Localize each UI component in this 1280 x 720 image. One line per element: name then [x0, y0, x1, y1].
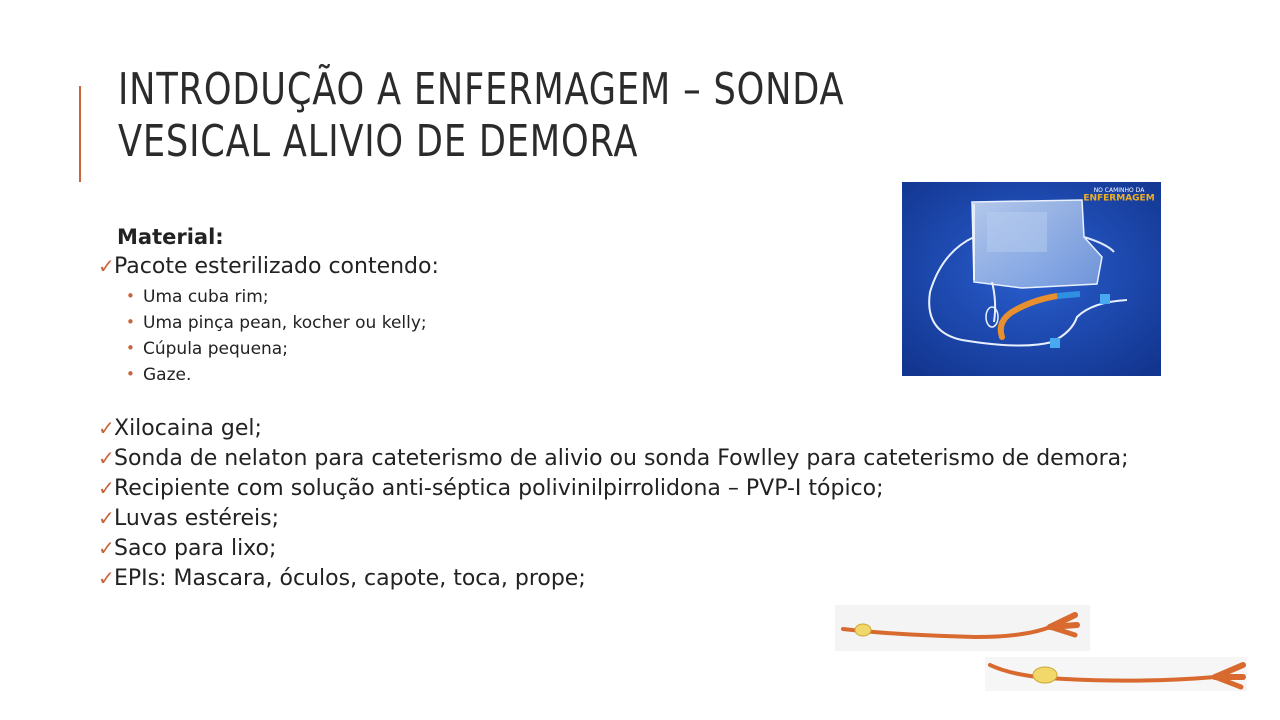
sub-list-item: • Cúpula pequena; — [114, 336, 1175, 362]
watermark-line1: NO CAMINHO DA — [1093, 187, 1145, 194]
foley-catheter-image — [835, 605, 1090, 651]
checklist-item — [95, 444, 1175, 474]
foley-catheter-image — [985, 657, 1247, 691]
checklist-item-label: ✓ Sonda de nelaton para cateterismo de alivio ou sonda Fowlley para cateterismo de demora; — [114, 446, 1129, 471]
checklist-item-label: ✓ Pacote esterilizado contendo: — [114, 254, 439, 279]
checklist-item-label: ✓ Saco para lixo; — [114, 536, 277, 561]
title-accent-bar — [79, 86, 81, 182]
sub-list-item: • Uma cuba rim; — [114, 284, 1175, 310]
checklist-item — [95, 564, 1175, 594]
checklist-item — [95, 474, 1175, 504]
checklist-item — [95, 534, 1175, 564]
drainage-bag-image — [902, 182, 1161, 376]
watermark-line2: ENFERMAGEM — [1083, 193, 1155, 204]
checklist-item — [95, 414, 1175, 444]
slide-title: INTRODUÇÃO A ENFERMAGEM – SONDA VESICAL ALIVIO DE DEMORA — [118, 64, 845, 167]
sub-list-item: • Uma pinça pean, kocher ou kelly; — [114, 310, 1175, 336]
spacer — [95, 388, 1175, 414]
checklist-item-label: ✓ Luvas estéreis; — [114, 506, 280, 531]
material-heading: Material: — [117, 225, 224, 249]
checklist-item-label: ✓ Recipiente com solução anti-séptica polivinilpirrolidona – PVP-I tópico; — [114, 476, 884, 501]
checklist-item-label: ✓ Xilocaina gel; — [114, 416, 262, 441]
sub-list-item: • Gaze. — [114, 362, 1175, 388]
checklist-item-label: ✓ EPIs: Mascara, óculos, capote, toca, prope; — [114, 566, 586, 591]
checklist-item — [95, 504, 1175, 534]
